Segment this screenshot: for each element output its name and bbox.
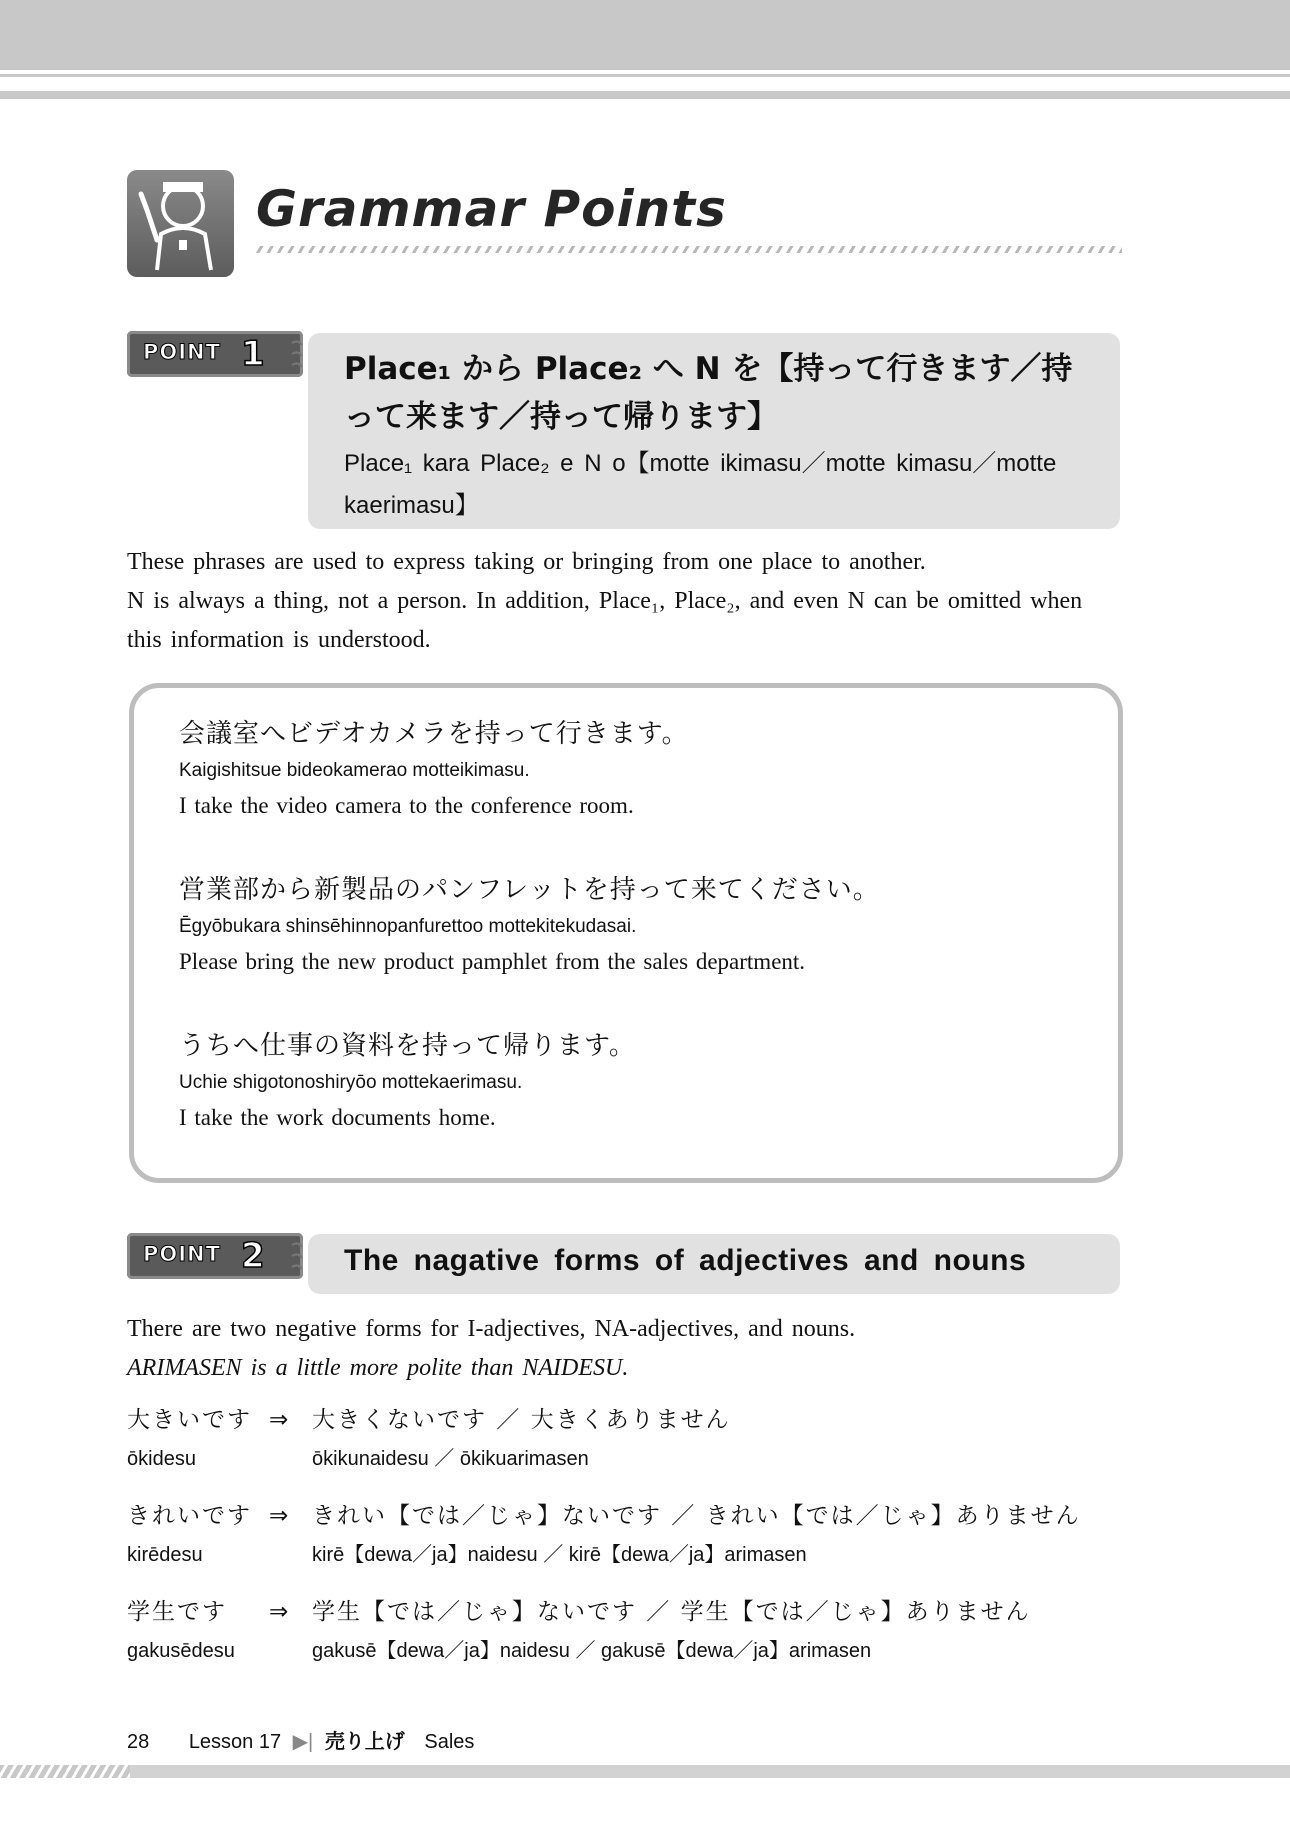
point-1-tag bbox=[127, 331, 303, 377]
arrow-icon: ⇒ bbox=[269, 1407, 291, 1433]
point-2-explanation-2: ARIMASEN is a little more polite than NAIDESU. bbox=[127, 1355, 629, 1381]
page-number: 28 bbox=[127, 1731, 150, 1753]
point-2-tag-number: 2 bbox=[241, 1236, 265, 1276]
point-1-heading bbox=[344, 345, 1084, 441]
example-2 bbox=[179, 872, 1079, 980]
conjugation-base-japanese: 大きいです bbox=[127, 1407, 252, 1433]
conjugation-base-japanese: きれいです bbox=[127, 1503, 252, 1529]
arrow-icon: ⇒ bbox=[269, 1599, 291, 1625]
conjugation-negative-romaji: gakusē【dewa／ja】naidesu ／ gakusē【dewa／ja】arimasen bbox=[312, 1640, 872, 1662]
point-1-heading-text: Place₁ から Place₂ へ N を【持って行きます／持って来ます／持って帰ります】 bbox=[344, 351, 1073, 435]
play-arrow-icon: ▶| bbox=[292, 1731, 314, 1753]
teacher-icon bbox=[127, 170, 234, 277]
conjugation-negative-japanese: きれい【では／じゃ】ないです ／ きれい【では／じゃ】ありません bbox=[312, 1503, 1081, 1529]
top-rule-thick bbox=[0, 91, 1290, 99]
point-2-tag-word: POINT bbox=[143, 1242, 221, 1266]
example-2-english: Please bring the new product pamphlet from the sales department. bbox=[179, 949, 806, 974]
footer-hatch bbox=[0, 1765, 130, 1778]
conjugation-negative-romaji: kirē【dewa／ja】naidesu ／ kirē【dewa／ja】arimasen bbox=[312, 1544, 807, 1566]
lesson-title-english: Sales bbox=[424, 1731, 475, 1753]
example-2-japanese: 営業部から新製品のパンフレットを持って来てください。 bbox=[179, 875, 880, 905]
footer-bar bbox=[0, 1765, 1290, 1778]
point-2-box bbox=[308, 1234, 1120, 1294]
conjugation-negative-japanese: 学生【では／じゃ】ないです ／ 学生【では／じゃ】ありません bbox=[312, 1599, 1031, 1625]
point-1-romaji: Place₁ kara Place₂ e N o【motte ikimasu／motte kimasu／motte kaerimasu】 bbox=[344, 450, 1057, 519]
arrow-icon: ⇒ bbox=[269, 1503, 291, 1529]
point-1-tag-word: POINT bbox=[143, 340, 221, 364]
page-title: Grammar Points bbox=[256, 180, 727, 238]
example-3-english: I take the work documents home. bbox=[179, 1105, 496, 1130]
point-2-heading: The nagative forms of adjectives and nouns bbox=[344, 1244, 1027, 1277]
lesson-title-japanese: 売り上げ bbox=[324, 1729, 405, 1753]
top-rule bbox=[0, 74, 1290, 77]
point-2-explanation-1-text: There are two negative forms for I-adjectives, NA-adjectives, and nouns. bbox=[127, 1316, 856, 1342]
conjugation-base-japanese: 学生です bbox=[127, 1599, 227, 1625]
point-2-connector-icon bbox=[290, 1239, 304, 1273]
conjugation-negative-japanese: 大きくないです ／ 大きくありません bbox=[312, 1407, 731, 1433]
conjugation-base-romaji: ōkidesu bbox=[127, 1448, 196, 1470]
example-1 bbox=[179, 716, 1079, 824]
point-1-box bbox=[308, 333, 1120, 529]
title-underline bbox=[256, 246, 1122, 253]
example-3-romaji: Uchie shigotonoshiryōo mottekaerimasu. bbox=[179, 1072, 523, 1093]
example-1-japanese: 会議室へビデオカメラを持って行きます。 bbox=[179, 719, 689, 749]
conjugation-negative-romaji: ōkikunaidesu ／ ōkikuarimasen bbox=[312, 1448, 589, 1470]
top-band bbox=[0, 0, 1290, 70]
example-3-japanese: うちへ仕事の資料を持って帰ります。 bbox=[179, 1031, 636, 1061]
example-2-romaji: Ēgyōbukara shinsēhinnopanfurettoo mottekitekudasai. bbox=[179, 916, 637, 937]
example-3 bbox=[179, 1028, 1079, 1136]
lesson-label: Lesson 17 bbox=[188, 1731, 282, 1753]
point-2-explanation-1 bbox=[127, 1310, 1120, 1349]
point-1-explanation-1: These phrases are used to express taking or bringing from one place to another. bbox=[127, 549, 926, 575]
page-footer bbox=[127, 1725, 490, 1754]
example-box bbox=[129, 683, 1123, 1183]
example-1-english: I take the video camera to the conference room. bbox=[179, 793, 634, 818]
point-1-connector-icon bbox=[290, 337, 304, 371]
example-1-romaji: Kaigishitsue bideokamerao motteikimasu. bbox=[179, 760, 530, 781]
point-1-explanation-2: N is always a thing, not a person. In addition, Place₁, Place₂, and even N can be omitted when this information is understood. bbox=[127, 588, 1083, 653]
point-2-tag bbox=[127, 1233, 303, 1279]
conjugation-base-romaji: gakusēdesu bbox=[127, 1640, 235, 1662]
conjugation-base-romaji: kirēdesu bbox=[127, 1544, 203, 1566]
point-1-tag-number: 1 bbox=[241, 334, 265, 374]
